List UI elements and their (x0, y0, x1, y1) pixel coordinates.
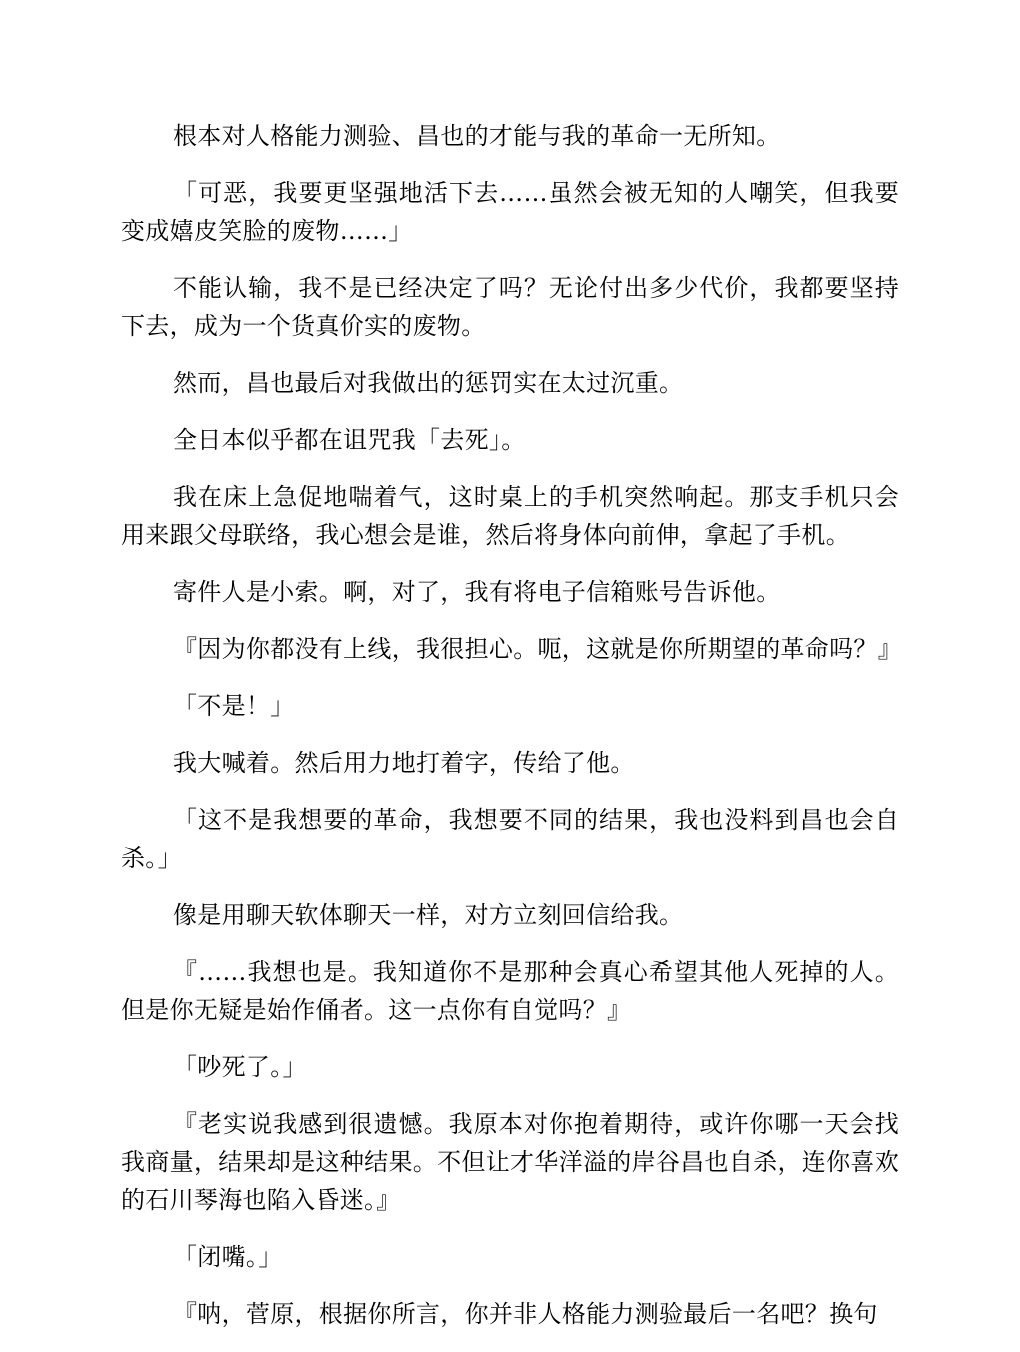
body-text (121, 117, 902, 1352)
paragraph: 『因为你都没有上线，我很担心。呃，这就是你所期望的革命吗？』 (173, 635, 902, 663)
paragraph: 「不是！」 (173, 692, 295, 720)
paragraph: 『呐，菅原，根据你所言，你并非人格能力测验最后一名吧？换句 (173, 1300, 878, 1328)
paragraph: 『……我想也是。我知道你不是那种会真心希望其他人死掉的人。但是你无疑是始作俑者。这一点你有自觉吗？』 (121, 958, 899, 1024)
paragraph: 『老实说我感到很遗憾。我原本对你抱着期待，或许你哪一天会找我商量，结果却是这种结果。不但让才华洋溢的岸谷昌也自杀，连你喜欢的石川琴海也陷入昏迷。』 (121, 1110, 899, 1214)
paragraph: 像是用聊天软体聊天一样，对方立刻回信给我。 (173, 901, 684, 929)
paragraph: 全日本似乎都在诅咒我「去死」。 (173, 426, 526, 454)
paragraph: 「闭嘴。」 (173, 1243, 283, 1271)
paragraph: 寄件人是小索。啊，对了，我有将电子信箱账号告诉他。 (173, 578, 781, 606)
paragraph: 「可恶，我要更坚强地活下去……虽然会被无知的人嘲笑，但我要变成嬉皮笑脸的废物……」 (121, 179, 899, 245)
paragraph: 然而，昌也最后对我做出的惩罚实在太过沉重。 (173, 369, 684, 397)
paragraph: 我大喊着。然后用力地打着字，传给了他。 (173, 749, 635, 777)
paragraph: 「吵死了。」 (173, 1053, 307, 1081)
paragraph: 我在床上急促地喘着气，这时桌上的手机突然响起。那支手机只会用来跟父母联络，我心想会是谁，然后将身体向前伸，拿起了手机。 (121, 483, 899, 549)
paragraph: 「这不是我想要的革命，我想要不同的结果，我也没料到昌也会自杀。」 (121, 806, 899, 872)
paragraph: 不能认输，我不是已经决定了吗？无论付出多少代价，我都要坚持下去，成为一个货真价实的废物。 (121, 274, 899, 340)
paragraph: 根本对人格能力测验、昌也的才能与我的革命一无所知。 (173, 122, 781, 150)
